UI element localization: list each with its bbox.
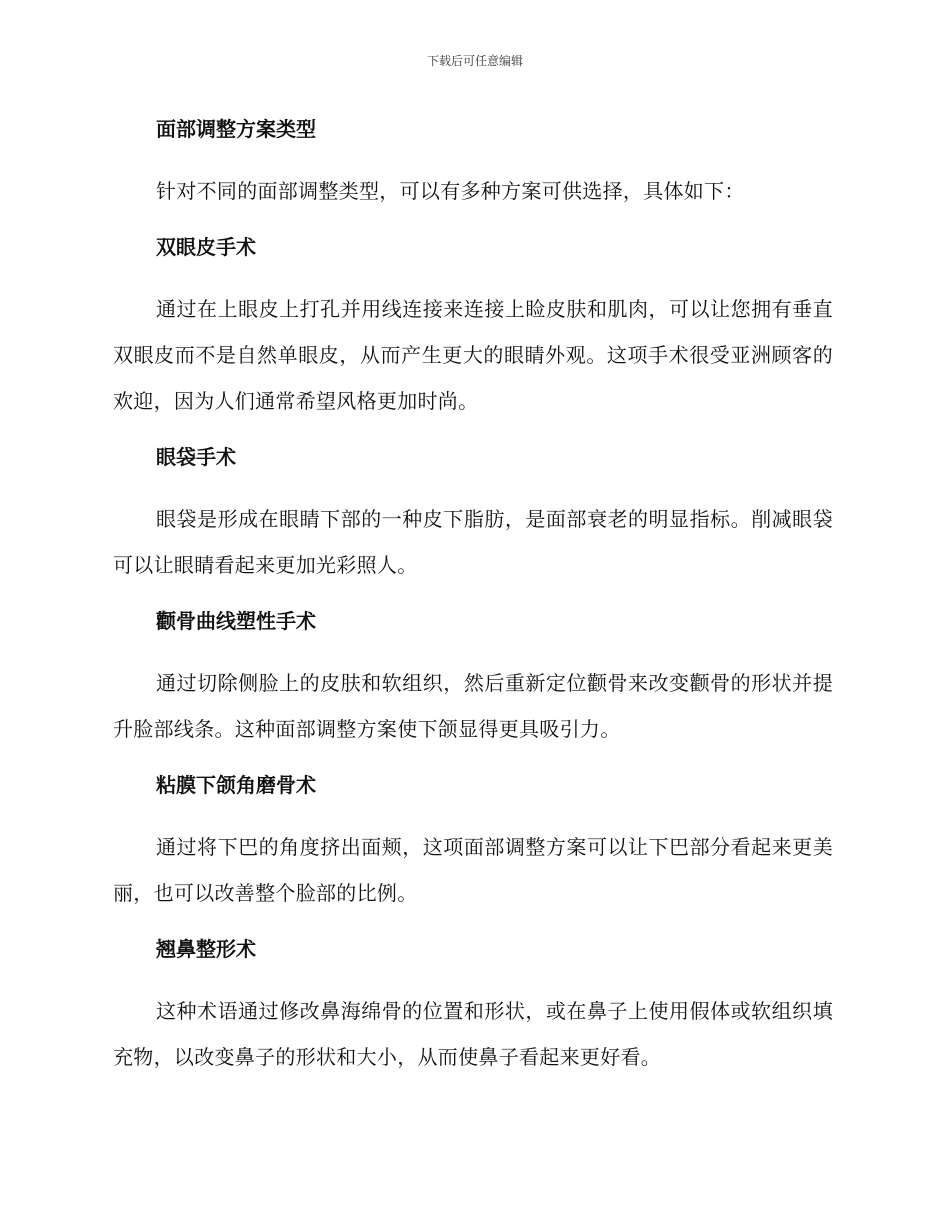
section-heading-plan-types: 面部调整方案类型 — [156, 117, 316, 141]
document-body — [113, 110, 833, 1094]
section-body-eye-bag: 眼袋是形成在眼睛下部的一种皮下脂肪，是面部衰老的明显指标。削减眼袋可以让眼睛看起来更加光彩照人。 — [113, 507, 833, 577]
section-heading-jaw-angle: 粘膜下颌角磨骨术 — [156, 773, 316, 797]
section-body-jaw-angle: 通过将下巴的角度挤出面颊，这项面部调整方案可以让下巴部分看起来更美丽，也可以改善整个脸部的比例。 — [113, 835, 833, 905]
section-heading-eye-bag: 眼袋手术 — [156, 445, 236, 469]
section-body-rhinoplasty: 这种术语通过修改鼻海绵骨的位置和形状，或在鼻子上使用假体或软组织填充物，以改变鼻子的形状和大小，从而使鼻子看起来更好看。 — [113, 999, 833, 1069]
section-body-cheekbone: 通过切除侧脸上的皮肤和软组织，然后重新定位颧骨来改变颧骨的形状并提升脸部线条。这种面部调整方案使下颌显得更具吸引力。 — [113, 671, 833, 741]
section-body-plan-types: 针对不同的面部调整类型，可以有多种方案可供选择，具体如下： — [156, 179, 745, 203]
section-heading-double-eyelid: 双眼皮手术 — [156, 235, 256, 259]
page-header: 下载后可任意编辑 — [426, 54, 523, 68]
section-heading-rhinoplasty: 翘鼻整形术 — [156, 937, 256, 961]
section-body-double-eyelid: 通过在上眼皮上打孔并用线连接来连接上睑皮肤和肌肉，可以让您拥有垂直双眼皮而不是自然单眼皮，从而产生更大的眼睛外观。这项手术很受亚洲顾客的欢迎，因为人们通常希望风格更加时尚。 — [113, 297, 833, 413]
section-heading-cheekbone: 颧骨曲线塑性手术 — [156, 609, 316, 633]
